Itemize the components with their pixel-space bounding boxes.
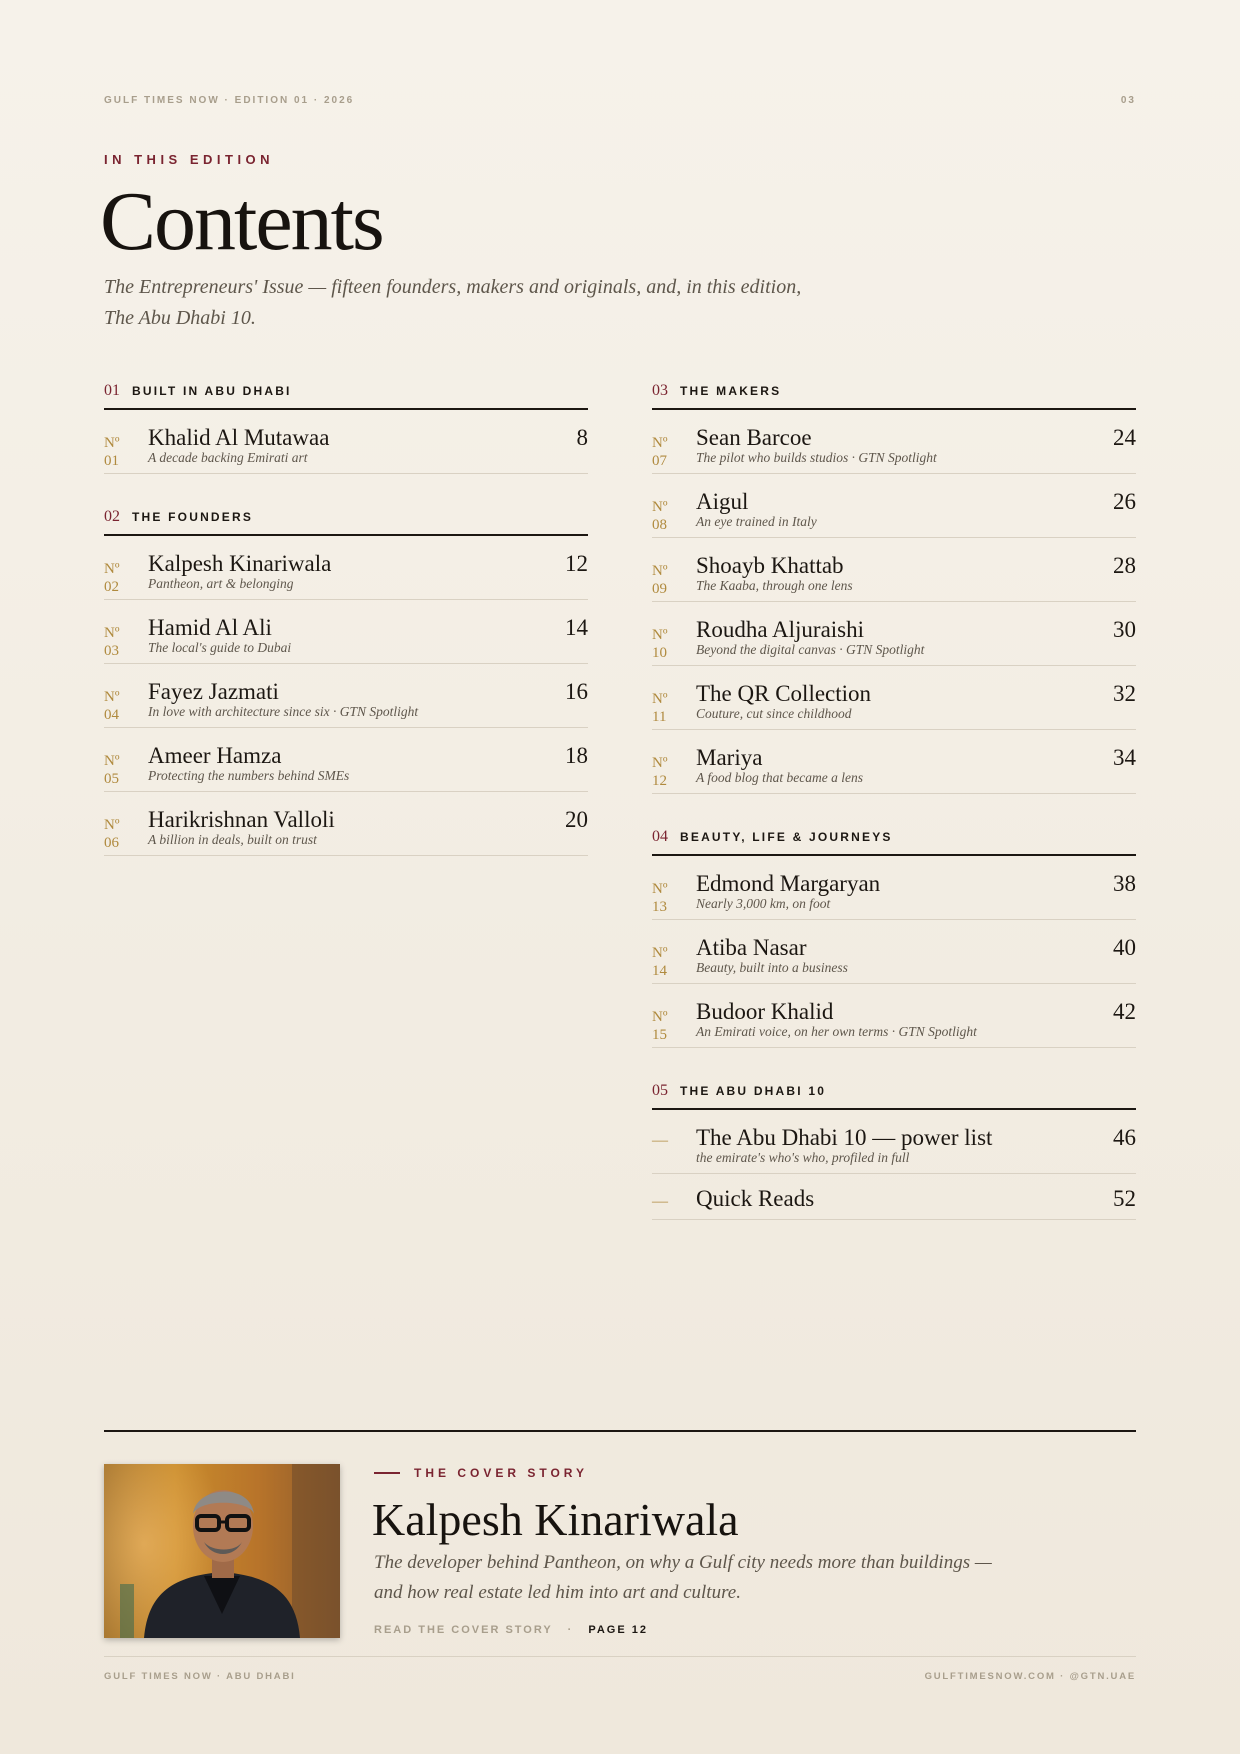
entry-index: 05 [104,771,119,787]
entry-subtitle: A decade backing Emirati art [148,450,308,465]
entry-index: 06 [104,835,119,851]
toc-entry[interactable] [652,920,1136,984]
entry-number [104,624,119,660]
entry-page: 28 [1113,553,1136,578]
entry-subtitle: An eye trained in Italy [696,514,817,529]
toc-entry[interactable] [104,410,588,474]
toc-entry[interactable] [104,600,588,664]
section-header [104,380,588,410]
entry-subtitle: A food blog that became a lens [696,770,863,785]
entry-name: Atiba Nasar [696,935,807,960]
page-title: Contents [100,175,383,268]
toc-entry[interactable] [104,664,588,728]
section-number: 01 [104,382,120,399]
section-title: THE ABU DHABI 10 [680,1084,827,1098]
cta-separator: · [567,1624,574,1636]
masthead: GULF TIMES NOW · EDITION 01 · 2026 [104,95,355,106]
toc-entry[interactable] [652,984,1136,1048]
footer-right: GULFTIMESNOW.COM · @GTN.UAE [924,1671,1136,1682]
entry-subtitle: The Kaaba, through one lens [696,578,853,593]
entry-page: 40 [1113,935,1136,960]
cover-kicker [374,1466,588,1480]
section-title: BUILT IN ABU DHABI [132,384,292,398]
entry-name: Khalid Al Mutawaa [148,425,330,450]
page-number: 03 [1120,95,1136,106]
entry-page: 52 [1113,1186,1136,1211]
toc-entry[interactable] [652,538,1136,602]
entry-page: 16 [565,679,588,704]
entry-index: 15 [652,1027,667,1043]
entry-page: 42 [1113,999,1136,1024]
entry-name: Mariya [696,745,763,770]
cover-name: Kalpesh Kinariwala [372,1494,739,1545]
entry-subtitle: Nearly 3,000 km, on foot [696,896,831,911]
read-cover-story-link[interactable]: READ THE COVER STORY [374,1624,553,1636]
right-column [652,380,1136,1252]
cover-page-ref: PAGE 12 [588,1624,648,1636]
entry-index: 11 [652,709,667,725]
entry-number [652,754,667,790]
entry-page: 14 [565,615,588,640]
no-label: Nº [104,817,120,833]
entry-number [104,688,119,724]
no-label: Nº [104,435,120,451]
entry-name: Ameer Hamza [148,743,282,768]
entry-dash: — [652,1132,668,1149]
toc-entry[interactable] [652,474,1136,538]
entry-subtitle: In love with architecture since six · GTN Spotlight [148,704,419,719]
entry-index: 01 [104,453,119,469]
entry-name: Kalpesh Kinariwala [148,551,332,576]
entry-subtitle: Beyond the digital canvas · GTN Spotlight [696,642,925,657]
entry-dash: — [652,1193,668,1210]
no-label: Nº [652,945,668,961]
entry-number [652,434,667,470]
cover-kicker-label: THE COVER STORY [414,1466,589,1480]
entry-number [104,816,119,852]
no-label: Nº [652,1009,668,1025]
toc-entry[interactable] [652,1174,1136,1220]
entry-name: Fayez Jazmati [148,679,279,704]
entry-page: 12 [565,551,588,576]
section-header [652,380,1136,410]
entry-number [652,626,667,662]
entry-number [652,562,667,598]
entry-subtitle: Pantheon, art & belonging [148,576,294,591]
entry-number [652,690,667,726]
entry-number [652,880,667,916]
entry-number [104,560,119,596]
entry-subtitle: The pilot who builds studios · GTN Spotlight [696,450,937,465]
top-bar [104,95,1136,106]
contents-page [100,0,1136,1754]
entry-subtitle: An Emirati voice, on her own terms · GTN Spotlight [696,1024,977,1039]
section-header [652,826,1136,856]
no-label: Nº [104,753,120,769]
cover-story [104,1430,1136,1636]
toc-entry[interactable] [652,856,1136,920]
entry-name: Hamid Al Ali [148,615,272,640]
toc-entry[interactable] [652,410,1136,474]
section-title: THE FOUNDERS [132,510,254,524]
entry-name: Sean Barcoe [696,425,812,450]
toc-entry[interactable] [652,730,1136,794]
kicker-rule [374,1472,400,1474]
entry-page: 8 [576,425,588,450]
entry-index: 03 [104,643,119,659]
entry-index: 12 [652,773,667,789]
entry-number [652,944,667,980]
section-title: BEAUTY, LIFE & JOURNEYS [680,830,893,844]
no-label: Nº [652,627,668,643]
toc-entry[interactable] [104,792,588,856]
toc-entry[interactable] [652,1110,1136,1174]
entry-subtitle: the emirate's who's who, profiled in full [696,1150,910,1165]
toc-entry[interactable] [104,536,588,600]
entry-name: The QR Collection [696,681,872,706]
entry-index: 09 [652,581,667,597]
section-the-makers [652,380,1136,794]
entry-name: Harikrishnan Valloli [148,807,335,832]
section-the-abu-dhabi-10 [652,1080,1136,1220]
portrait-illustration [104,1464,340,1638]
section-header [652,1080,1136,1110]
footer-left: GULF TIMES NOW · ABU DHABI [104,1671,296,1682]
no-label: Nº [652,499,668,515]
entry-subtitle: The local's guide to Dubai [148,640,292,655]
entry-page: 32 [1113,681,1136,706]
entry-index: 08 [652,517,667,533]
section-beauty-life-journeys [652,826,1136,1048]
cover-photo[interactable] [104,1464,340,1638]
cover-cta[interactable] [374,1624,648,1636]
intro-text: The Entrepreneurs' Issue — fifteen founders, makers and originals, and, in this edition, The Abu Dhabi 10. [104,276,802,329]
section-number: 03 [652,382,668,399]
footer [104,1656,1136,1682]
entry-page: 30 [1113,617,1136,642]
entry-page: 34 [1113,745,1136,770]
entry-name: Shoayb Khattab [696,553,844,578]
entry-name: Roudha Aljuraishi [696,617,865,642]
toc-entry[interactable] [104,728,588,792]
entry-subtitle: Couture, cut since childhood [696,706,852,721]
edition-kicker: IN THIS EDITION [104,152,275,167]
cover-description: The developer behind Pantheon, on why a Gulf city needs more than buildings — and how real estate led him into art and culture. [374,1552,992,1603]
entry-index: 02 [104,579,119,595]
no-label: Nº [652,435,668,451]
entry-page: 38 [1113,871,1136,896]
entry-page: 46 [1113,1125,1136,1150]
entry-subtitle: A billion in deals, built on trust [148,832,317,847]
entry-page: 20 [565,807,588,832]
no-label: Nº [104,625,120,641]
entry-page: 24 [1113,425,1136,450]
entry-name: Budoor Khalid [696,999,834,1024]
entry-index: 14 [652,963,667,979]
entry-index: 04 [104,707,119,723]
no-label: Nº [104,561,120,577]
entry-number [652,1008,667,1044]
no-label: Nº [652,691,668,707]
toc-entry[interactable] [652,666,1136,730]
entry-number [652,498,667,534]
toc-entry[interactable] [652,602,1136,666]
entry-subtitle: Protecting the numbers behind SMEs [148,768,350,783]
no-label: Nº [104,689,120,705]
entry-page: 18 [565,743,588,768]
entry-number [104,434,119,470]
entry-index: 10 [652,645,667,661]
entry-name: The Abu Dhabi 10 — power list [696,1125,993,1150]
section-number: 02 [104,508,120,525]
no-label: Nº [652,881,668,897]
section-number: 04 [652,828,668,845]
no-label: Nº [652,563,668,579]
entry-index: 13 [652,899,667,915]
no-label: Nº [652,755,668,771]
section-title: THE MAKERS [680,384,782,398]
section-the-founders [104,506,588,856]
entry-name: Quick Reads [696,1186,815,1211]
left-column [104,380,588,888]
entry-subtitle: Beauty, built into a business [696,960,848,975]
section-number: 05 [652,1082,668,1099]
section-header [104,506,588,536]
entry-page: 26 [1113,489,1136,514]
entry-name: Aigul [696,489,749,514]
section-built-in-abu-dhabi [104,380,588,474]
entry-index: 07 [652,453,667,469]
entry-name: Edmond Margaryan [696,871,881,896]
entry-number [104,752,119,788]
